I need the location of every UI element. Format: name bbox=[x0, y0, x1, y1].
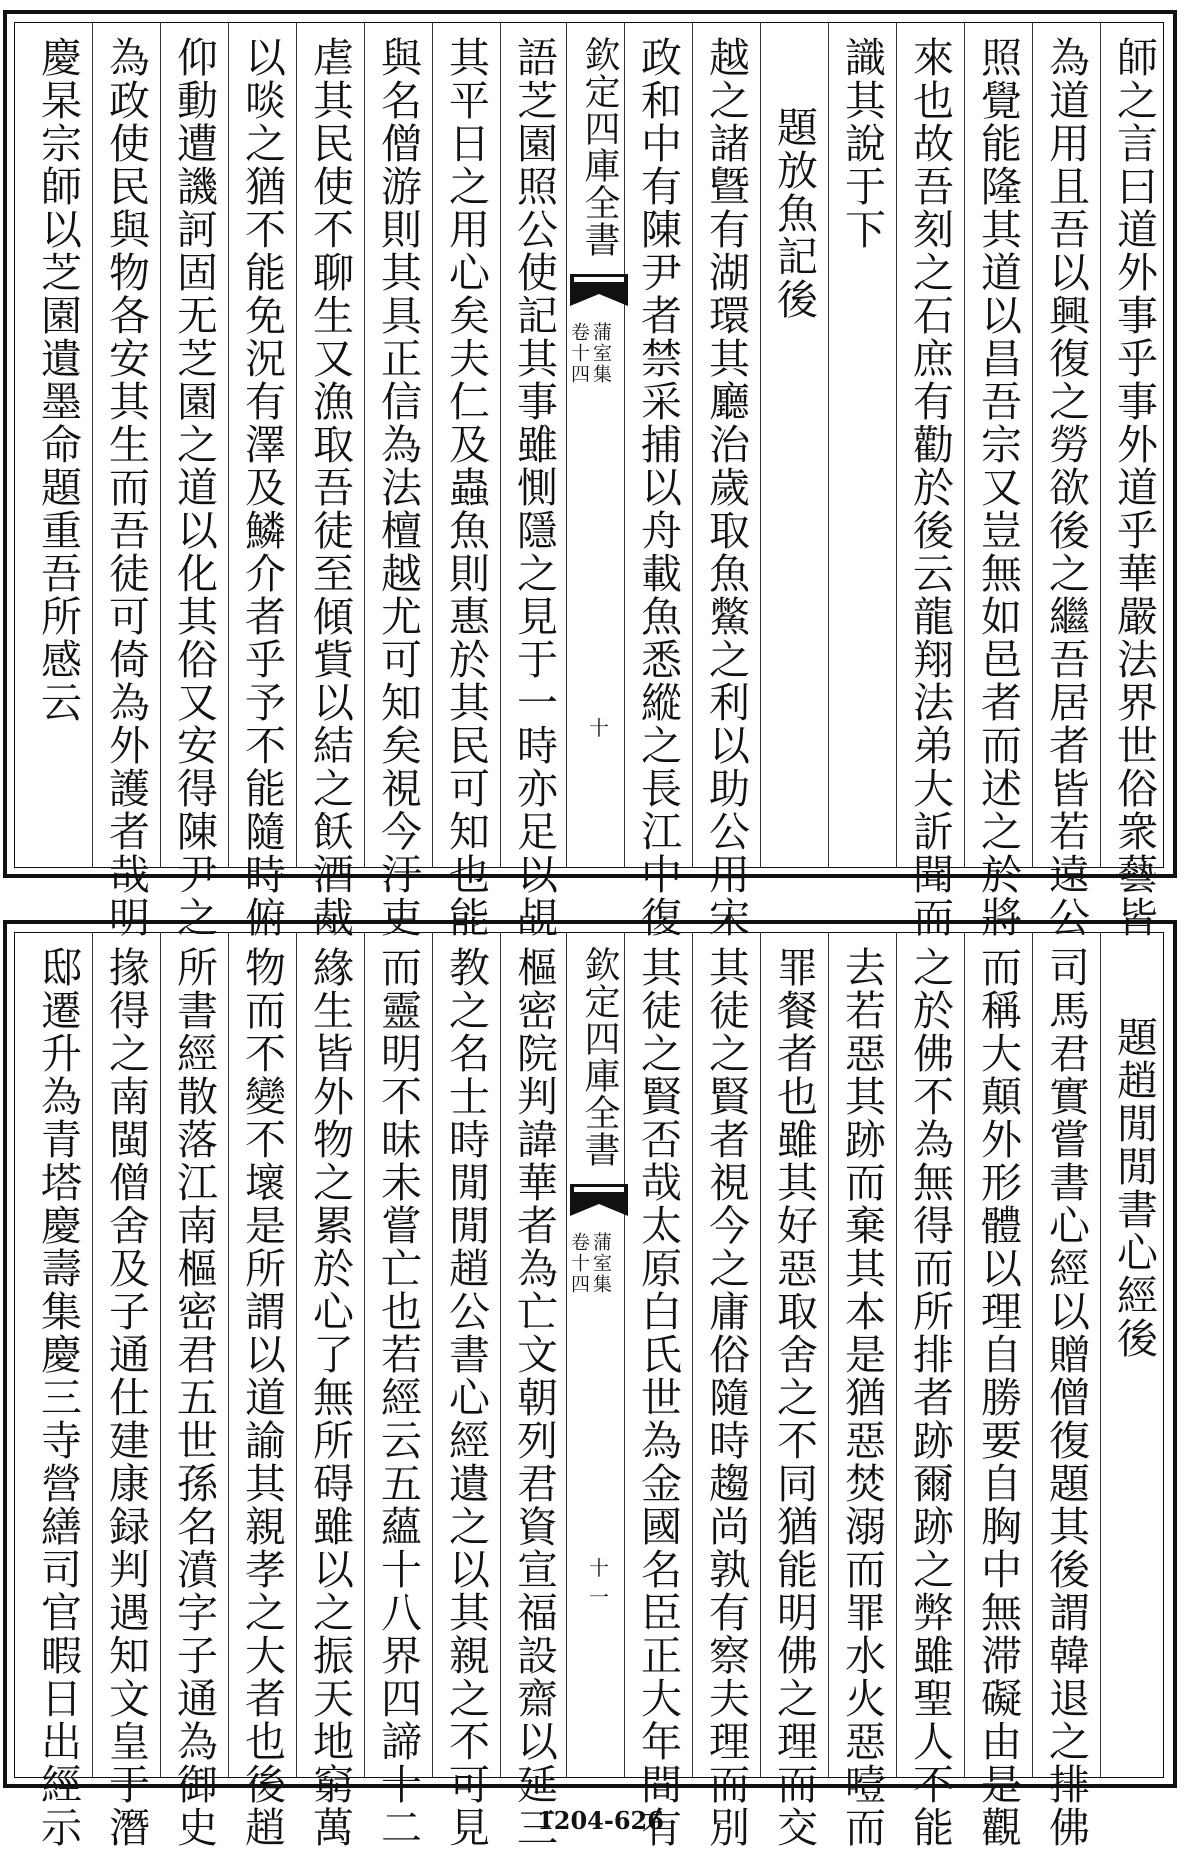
column-text: 虐其民使不聊生又漁取吾徒至傾貲以結之飫酒胾 bbox=[306, 36, 354, 939]
text-column bbox=[300, 36, 360, 939]
column-rule bbox=[692, 932, 693, 1778]
column-text: 為道用且吾以興復之勞欲後之繼吾居者皆若遠公 bbox=[1042, 36, 1090, 939]
text-column bbox=[696, 946, 756, 1849]
column-text: 之於佛不為無得而所排者跡爾跡之弊雖聖人不能 bbox=[906, 946, 954, 1849]
column-rule bbox=[432, 22, 433, 868]
column-rule bbox=[1032, 22, 1033, 868]
column-rule bbox=[296, 22, 297, 868]
text-column bbox=[28, 946, 88, 1849]
spine-collection: 蒲室集 bbox=[590, 1232, 612, 1295]
section-heading bbox=[1104, 1016, 1164, 1834]
text-column bbox=[1104, 36, 1164, 939]
center-spine bbox=[566, 932, 632, 1778]
column-rule bbox=[364, 22, 365, 868]
column-text: 來也故吾刻之石庶有勸於後云龍翔法弟大訢聞而 bbox=[906, 36, 954, 939]
heading-text: 題放魚記後 bbox=[770, 106, 818, 321]
text-column bbox=[436, 946, 496, 1849]
fish-tail-mark-icon bbox=[568, 272, 630, 308]
column-rule bbox=[364, 932, 365, 1778]
column-text: 語芝園照公使記其事雖惻隱之見于一時亦足以覘 bbox=[510, 36, 558, 939]
text-column bbox=[504, 946, 564, 1849]
column-rule bbox=[296, 932, 297, 1778]
text-column bbox=[300, 946, 360, 1849]
column-rule bbox=[964, 932, 965, 1778]
column-text: 教之名士時閒閒趙公書心經遺之以其親之不可見 bbox=[442, 946, 490, 1849]
column-text: 物而不變不壞是所謂以道諭其親孝之大者也後趙 bbox=[238, 946, 286, 1849]
spine-volume: 卷十四 bbox=[568, 1232, 590, 1295]
text-column bbox=[968, 36, 1028, 939]
spine-subtitle bbox=[568, 322, 612, 472]
spine-volume: 卷十四 bbox=[568, 322, 590, 385]
column-text: 識其說于下 bbox=[838, 36, 886, 251]
spine-subtitle bbox=[568, 1232, 612, 1382]
text-column bbox=[164, 946, 224, 1849]
column-rule bbox=[432, 932, 433, 1778]
column-rule bbox=[500, 932, 501, 1778]
text-column bbox=[232, 946, 292, 1849]
text-column bbox=[504, 36, 564, 939]
column-text: 而靈明不昧未嘗亡也若經云五蘊十八界四諦十二 bbox=[374, 946, 422, 1849]
column-text: 其徒之賢者視今之庸俗隨時趨尚孰有察夫理而別 bbox=[702, 946, 750, 1849]
column-text: 與名僧游則其具正信為法檀越尤可知矣視今汙吏 bbox=[374, 36, 422, 939]
column-rule bbox=[828, 22, 829, 868]
spine-title: 欽定四庫全書 bbox=[579, 36, 620, 258]
spine-collection: 蒲室集 bbox=[590, 322, 612, 385]
text-column bbox=[28, 36, 88, 854]
column-text: 其徒之賢否哉太原白氏世為金國名臣正大年間有 bbox=[634, 946, 682, 1849]
column-text: 掾得之南閩僧舍及子通仕建康録判遇知文皇于潛 bbox=[102, 946, 150, 1849]
text-column bbox=[628, 36, 688, 939]
text-column bbox=[968, 946, 1028, 1849]
text-column bbox=[368, 946, 428, 1849]
column-text: 為政使民與物各安其生而吾徒可倚為外護者哉明 bbox=[102, 36, 150, 939]
column-rule bbox=[160, 22, 161, 868]
column-text: 去若惡其跡而棄其本是猶惡焚溺而罪水火惡噎而 bbox=[838, 946, 886, 1849]
folio-number: 十一 bbox=[589, 1556, 609, 1609]
spine-title: 欽定四庫全書 bbox=[579, 946, 620, 1168]
column-rule bbox=[692, 22, 693, 868]
column-rule bbox=[828, 932, 829, 1778]
text-column bbox=[764, 946, 824, 1849]
column-text: 慶杲宗師以芝園遺墨命題重吾所感云 bbox=[34, 36, 82, 724]
text-column bbox=[164, 36, 224, 939]
text-column bbox=[232, 36, 292, 939]
column-text: 其平日之用心矣夫仁及蟲魚則惠於其民可知也能 bbox=[442, 36, 490, 939]
column-text: 以啖之猶不能免況有澤及鱗介者乎予不能隨時俯 bbox=[238, 36, 286, 939]
center-spine bbox=[566, 22, 632, 868]
column-rule bbox=[1032, 932, 1033, 1778]
column-text: 樞密院判諱華者為亡文朝列君資宣福設齋以延三 bbox=[510, 946, 558, 1849]
column-text: 緣生皆外物之累於心了無所碍雖以之振天地窮萬 bbox=[306, 946, 354, 1849]
column-rule bbox=[92, 932, 93, 1778]
text-column bbox=[368, 36, 428, 939]
column-text: 邸遷升為青塔慶壽集慶三寺營繕司官暇日出經示 bbox=[34, 946, 82, 1849]
column-text: 照覺能隆其道以昌吾宗又豈無如邑者而述之於將 bbox=[974, 36, 1022, 939]
column-rule bbox=[896, 932, 897, 1778]
column-rule bbox=[760, 932, 761, 1778]
column-rule bbox=[160, 932, 161, 1778]
text-column bbox=[696, 36, 756, 939]
column-rule bbox=[896, 22, 897, 868]
text-column bbox=[832, 946, 892, 1849]
column-rule bbox=[1100, 932, 1101, 1778]
text-column bbox=[96, 36, 156, 939]
folio-number: 十 bbox=[589, 716, 609, 740]
column-rule bbox=[760, 22, 761, 868]
column-text: 師之言曰道外事乎事外道乎華嚴法界世俗衆藝皆 bbox=[1110, 36, 1158, 939]
top-page bbox=[0, 10, 1201, 939]
page-number: 1204-626 bbox=[537, 1806, 664, 1835]
text-column bbox=[832, 36, 892, 854]
column-rule bbox=[228, 932, 229, 1778]
column-rule bbox=[964, 22, 965, 868]
column-rule bbox=[1100, 22, 1101, 868]
column-text: 而稱大顛外形體以理自勝要自胸中無滞礙由是觀 bbox=[974, 946, 1022, 1849]
column-text: 仰動遭譏訶固无芝園之道以化其俗又安得陳尹之 bbox=[170, 36, 218, 939]
fish-tail-mark-icon bbox=[568, 1182, 630, 1218]
column-text: 越之諸曁有湖環其廳治歲取魚鱉之利以助公用宋 bbox=[702, 36, 750, 939]
text-column bbox=[1036, 36, 1096, 939]
text-column bbox=[436, 36, 496, 939]
text-column bbox=[96, 946, 156, 1849]
column-text: 司馬君實嘗書心經以贈僧復題其後謂韓退之排佛 bbox=[1042, 946, 1090, 1849]
column-text: 罪餐者也雖其好惡取舍之不同猶能明佛之理而交 bbox=[770, 946, 818, 1849]
column-text: 所書經散落江南樞密君五世孫名濆字子通為御史 bbox=[170, 946, 218, 1849]
text-column bbox=[900, 946, 960, 1849]
column-rule bbox=[228, 22, 229, 868]
heading-text: 題趙閒閒書心經後 bbox=[1110, 1016, 1158, 1360]
text-column bbox=[1036, 946, 1096, 1849]
column-rule bbox=[92, 22, 93, 868]
column-rule bbox=[500, 22, 501, 868]
text-column bbox=[628, 946, 688, 1849]
column-text: 政和中有陳尹者禁采捕以舟載魚悉縱之長江中復 bbox=[634, 36, 682, 939]
section-heading bbox=[764, 106, 824, 924]
text-column bbox=[900, 36, 960, 939]
